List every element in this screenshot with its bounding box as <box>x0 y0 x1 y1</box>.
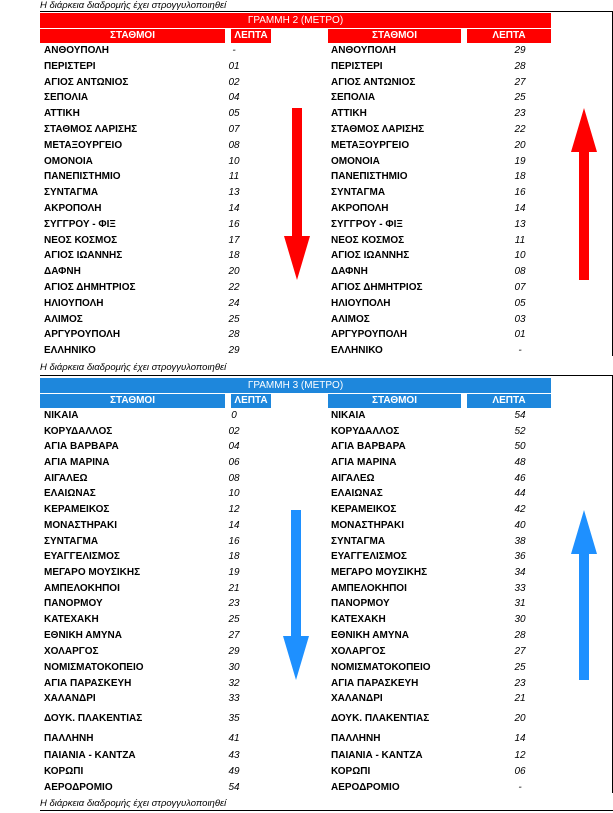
line3-left-station: ΕΛΑΙΩΝΑΣ <box>44 488 96 499</box>
line3-right-station: ΑΙΓΑΛΕΩ <box>331 473 375 484</box>
line2-left-station: ΑΓΙΟΣ ΔΗΜΗΤΡΙΟΣ <box>44 282 136 293</box>
line2-right-minutes: 19 <box>514 156 526 167</box>
line3-left-minutes: 23 <box>228 598 240 609</box>
line3-right-minutes: 50 <box>514 441 526 452</box>
line2-right-header-minutes: ΛΕΠΤΑ <box>467 29 551 43</box>
line3-right-station: ΚΕΡΑΜΕΙΚΟΣ <box>331 504 397 515</box>
line2-left-minutes: 18 <box>228 250 240 261</box>
line3-right-minutes: 52 <box>514 426 526 437</box>
line2-left-minutes: 14 <box>228 203 240 214</box>
line2-right-minutes: 25 <box>514 92 526 103</box>
line3-left-minutes: 0 <box>231 410 237 421</box>
line3-left-minutes: 04 <box>228 441 240 452</box>
line3-right-station: ΕΘΝΙΚΗ ΑΜΥΝΑ <box>331 630 409 641</box>
line2-right-minutes: 08 <box>514 266 526 277</box>
line3-right-minutes: 44 <box>514 488 526 499</box>
line2-left-minutes: 02 <box>228 77 240 88</box>
line2-right-station: ΑΤΤΙΚΗ <box>331 108 367 119</box>
line3-left-minutes: 08 <box>228 473 240 484</box>
line3-right-station: ΚΑΤΕΧΑΚΗ <box>331 614 386 625</box>
line3-left-minutes: 14 <box>228 520 240 531</box>
line2-left-station: ΣΥΝΤΑΓΜΑ <box>44 187 99 198</box>
line2-right-minutes: 10 <box>514 250 526 261</box>
line3-left-station: ΕΥΑΓΓΕΛΙΣΜΟΣ <box>44 551 120 562</box>
line3-right-minutes: 42 <box>514 504 526 515</box>
line3-left-minutes: 16 <box>228 536 240 547</box>
line3-left-minutes: 25 <box>228 614 240 625</box>
line2-right-minutes: - <box>518 345 522 356</box>
line2-left-minutes: 22 <box>228 282 240 293</box>
line3-left-station: ΕΘΝΙΚΗ ΑΜΥΝΑ <box>44 630 122 641</box>
line2-left-header-station: ΣΤΑΘΜΟΙ <box>40 29 225 43</box>
line3-left-header-station: ΣΤΑΘΜΟΙ <box>40 394 225 408</box>
line3-left-station: ΑΓΙΑ ΠΑΡΑΣΚΕΥΗ <box>44 678 132 689</box>
line3-left-station: ΑΓΙΑ ΒΑΡΒΑΡΑ <box>44 441 119 452</box>
line3-left-station: ΠΑΛΛΗΝΗ <box>44 733 94 744</box>
line3-left-minutes: 19 <box>228 567 240 578</box>
line2-left-station: ΜΕΤΑΞΟΥΡΓΕΙΟ <box>44 140 123 151</box>
divider-middle <box>40 375 613 376</box>
line2-right-header-station: ΣΤΑΘΜΟΙ <box>328 29 461 43</box>
line2-left-station: ΕΛΛΗΝΙΚΟ <box>44 345 96 356</box>
line3-right-station: ΝΟΜΙΣΜΑΤΟΚΟΠΕΙΟ <box>331 662 431 673</box>
line2-left-station: ΑΝΘΟΥΠΟΛΗ <box>44 45 110 56</box>
line3-right-minutes: 20 <box>514 713 526 724</box>
line2-left-station: ΣΤΑΘΜΟΣ ΛΑΡΙΣΗΣ <box>44 124 138 135</box>
line2-right-minutes: 18 <box>514 171 526 182</box>
line3-right-minutes: 12 <box>514 750 526 761</box>
line3-right-minutes: 25 <box>514 662 526 673</box>
line3-left-minutes: 35 <box>228 713 240 724</box>
up-arrow-icon-line2 <box>571 108 597 280</box>
rounding-note-top: Η διάρκεια διαδρομής έχει στρογγυλοποιηθεί <box>40 0 227 11</box>
line3-right-station: ΔΟΥΚ. ΠΛΑΚΕΝΤΙΑΣ <box>331 713 430 724</box>
line3-right-minutes: 28 <box>514 630 526 641</box>
line3-left-station: ΑΓΙΑ ΜΑΡΙΝΑ <box>44 457 110 468</box>
line3-left-minutes: 18 <box>228 551 240 562</box>
line2-left-station: ΑΛΙΜΟΣ <box>44 314 83 325</box>
line3-left-station: ΧΟΛΑΡΓΟΣ <box>44 646 99 657</box>
line3-right-station: ΠΑΝΟΡΜΟΥ <box>331 598 390 609</box>
line2-right-minutes: 07 <box>514 282 526 293</box>
line3-right-station: ΑΓΙΑ ΠΑΡΑΣΚΕΥΗ <box>331 678 419 689</box>
line3-right-station: ΜΕΓΑΡΟ ΜΟΥΣΙΚΗΣ <box>331 567 428 578</box>
line2-left-minutes: 28 <box>228 329 240 340</box>
line3-right-station: ΜΟΝΑΣΤΗΡΑΚΙ <box>331 520 405 531</box>
line3-left-minutes: 49 <box>228 766 240 777</box>
line2-right-station: ΠΑΝΕΠΙΣΤΗΜΙΟ <box>331 171 408 182</box>
line3-right-minutes: 23 <box>514 678 526 689</box>
line3-right-minutes: 40 <box>514 520 526 531</box>
line2-right-station: ΑΛΙΜΟΣ <box>331 314 370 325</box>
line2-right-station: ΗΛΙΟΥΠΟΛΗ <box>331 298 391 309</box>
line3-right-station: ΑΕΡΟΔΡΟΜΙΟ <box>331 782 400 793</box>
line2-left-station: ΑΓΙΟΣ ΑΝΤΩΝΙΟΣ <box>44 77 129 88</box>
line3-title: ΓΡΑΜΜΗ 3 (ΜΕΤΡΟ) <box>40 378 551 393</box>
line3-left-minutes: 27 <box>228 630 240 641</box>
line2-left-station: ΗΛΙΟΥΠΟΛΗ <box>44 298 104 309</box>
line2-left-minutes: 05 <box>228 108 240 119</box>
line3-left-station: ΠΑΝΟΡΜΟΥ <box>44 598 103 609</box>
line2-left-station: ΑΚΡΟΠΟΛΗ <box>44 203 102 214</box>
line2-right-minutes: 27 <box>514 77 526 88</box>
line3-right-station: ΑΜΠΕΛΟΚΗΠΟΙ <box>331 583 407 594</box>
line3-right-minutes: 46 <box>514 473 526 484</box>
line2-left-station: ΔΑΦΝΗ <box>44 266 81 277</box>
line2-right-station: ΠΕΡΙΣΤΕΡΙ <box>331 61 383 72</box>
line3-left-station: ΑΕΡΟΔΡΟΜΙΟ <box>44 782 113 793</box>
line3-right-station: ΝΙΚΑΙΑ <box>331 410 366 421</box>
line2-right-minutes: 05 <box>514 298 526 309</box>
line3-right-minutes: 38 <box>514 536 526 547</box>
line2-right-station: ΑΓΙΟΣ ΔΗΜΗΤΡΙΟΣ <box>331 282 423 293</box>
line3-right-minutes: 27 <box>514 646 526 657</box>
line2-right-minutes: 22 <box>514 124 526 135</box>
line3-right-station: ΠΑΛΛΗΝΗ <box>331 733 381 744</box>
line3-right-station: ΚΟΡΩΠΙ <box>331 766 371 777</box>
up-arrow-icon-line3 <box>571 510 597 680</box>
line2-left-minutes: 13 <box>228 187 240 198</box>
line3-right-station: ΑΓΙΑ ΜΑΡΙΝΑ <box>331 457 397 468</box>
line3-right-header-minutes: ΛΕΠΤΑ <box>467 394 551 408</box>
line2-left-minutes: 20 <box>228 266 240 277</box>
line2-left-minutes: - <box>232 45 236 56</box>
line3-right-minutes: 48 <box>514 457 526 468</box>
line2-left-minutes: 01 <box>228 61 240 72</box>
line2-left-station: ΑΡΓΥΡΟΥΠΟΛΗ <box>44 329 121 340</box>
line2-right-minutes: 16 <box>514 187 526 198</box>
line2-right-station: ΣΤΑΘΜΟΣ ΛΑΡΙΣΗΣ <box>331 124 425 135</box>
line3-left-minutes: 30 <box>228 662 240 673</box>
line2-left-station: ΠΕΡΙΣΤΕΡΙ <box>44 61 96 72</box>
down-arrow-icon-line3 <box>283 510 309 680</box>
line2-right-station: ΣΥΓΓΡΟΥ - ΦΙΞ <box>331 219 403 230</box>
line3-left-minutes: 33 <box>228 693 240 704</box>
line2-left-station: ΟΜΟΝΟΙΑ <box>44 156 93 167</box>
line3-right-minutes: 21 <box>514 693 526 704</box>
line2-left-minutes: 10 <box>228 156 240 167</box>
line3-right-minutes: 31 <box>514 598 526 609</box>
rounding-note-line2: Η διάρκεια διαδρομής έχει στρογγυλοποιηθεί <box>40 362 227 373</box>
divider-bottom <box>40 810 613 811</box>
line3-right-minutes: - <box>518 782 522 793</box>
line3-right-minutes: 36 <box>514 551 526 562</box>
line2-right-minutes: 11 <box>514 235 526 246</box>
line3-right-station: ΕΥΑΓΓΕΛΙΣΜΟΣ <box>331 551 407 562</box>
line2-title: ΓΡΑΜΜΗ 2 (ΜΕΤΡΟ) <box>40 13 551 28</box>
line3-left-station: ΚΟΡΥΔΑΛΛΟΣ <box>44 426 113 437</box>
line3-left-minutes: 10 <box>228 488 240 499</box>
line3-right-station: ΧΟΛΑΡΓΟΣ <box>331 646 386 657</box>
line3-left-station: ΜΕΓΑΡΟ ΜΟΥΣΙΚΗΣ <box>44 567 141 578</box>
line2-right-station: ΝΕΟΣ ΚΟΣΜΟΣ <box>331 235 405 246</box>
line3-right-minutes: 33 <box>514 583 526 594</box>
down-arrow-icon-line2 <box>284 108 310 280</box>
line2-left-station: ΝΕΟΣ ΚΟΣΜΟΣ <box>44 235 118 246</box>
line3-right-minutes: 34 <box>514 567 526 578</box>
line2-right-station: ΕΛΛΗΝΙΚΟ <box>331 345 383 356</box>
line2-right-station: ΔΑΦΝΗ <box>331 266 368 277</box>
line2-left-minutes: 08 <box>228 140 240 151</box>
line3-left-minutes: 29 <box>228 646 240 657</box>
line3-right-minutes: 06 <box>514 766 526 777</box>
line3-left-station: ΜΟΝΑΣΤΗΡΑΚΙ <box>44 520 118 531</box>
line3-right-minutes: 30 <box>514 614 526 625</box>
line2-right-minutes: 20 <box>514 140 526 151</box>
divider-top <box>40 11 613 12</box>
line3-left-station: ΧΑΛΑΝΔΡΙ <box>44 693 96 704</box>
line3-right-station: ΣΥΝΤΑΓΜΑ <box>331 536 386 547</box>
line3-right-header-station: ΣΤΑΘΜΟΙ <box>328 394 461 408</box>
line2-right-station: ΣΥΝΤΑΓΜΑ <box>331 187 386 198</box>
line2-left-minutes: 16 <box>228 219 240 230</box>
line2-left-station: ΠΑΝΕΠΙΣΤΗΜΙΟ <box>44 171 121 182</box>
line3-right-station: ΚΟΡΥΔΑΛΛΟΣ <box>331 426 400 437</box>
line3-left-minutes: 12 <box>228 504 240 515</box>
line3-left-minutes: 02 <box>228 426 240 437</box>
line2-right-station: ΑΝΘΟΥΠΟΛΗ <box>331 45 397 56</box>
line2-right-station: ΑΓΙΟΣ ΙΩΑΝΝΗΣ <box>331 250 410 261</box>
line2-right-station: ΜΕΤΑΞΟΥΡΓΕΙΟ <box>331 140 410 151</box>
line3-left-station: ΚΕΡΑΜΕΙΚΟΣ <box>44 504 110 515</box>
line2-right-minutes: 23 <box>514 108 526 119</box>
line3-left-station: ΚΑΤΕΧΑΚΗ <box>44 614 99 625</box>
line3-left-station: ΝΙΚΑΙΑ <box>44 410 79 421</box>
line3-left-minutes: 32 <box>228 678 240 689</box>
line2-right-minutes: 29 <box>514 45 526 56</box>
line2-left-station: ΣΥΓΓΡΟΥ - ΦΙΞ <box>44 219 116 230</box>
line3-left-station: ΑΙΓΑΛΕΩ <box>44 473 88 484</box>
line2-right-station: ΑΡΓΥΡΟΥΠΟΛΗ <box>331 329 408 340</box>
line2-left-station: ΣΕΠΟΛΙΑ <box>44 92 89 103</box>
line3-right-station: ΕΛΑΙΩΝΑΣ <box>331 488 383 499</box>
line2-left-station: ΑΓΙΟΣ ΙΩΑΝΝΗΣ <box>44 250 123 261</box>
line2-left-minutes: 25 <box>228 314 240 325</box>
line3-left-station: ΠΑΙΑΝΙΑ - ΚΑΝΤΖΑ <box>44 750 136 761</box>
line3-left-minutes: 41 <box>228 733 240 744</box>
line2-left-minutes: 24 <box>228 298 240 309</box>
line2-right-minutes: 13 <box>514 219 526 230</box>
line2-right-station: ΣΕΠΟΛΙΑ <box>331 92 376 103</box>
line2-right-station: ΟΜΟΝΟΙΑ <box>331 156 380 167</box>
line2-right-minutes: 28 <box>514 61 526 72</box>
line3-left-station: ΔΟΥΚ. ΠΛΑΚΕΝΤΙΑΣ <box>44 713 143 724</box>
line3-left-station: ΝΟΜΙΣΜΑΤΟΚΟΠΕΙΟ <box>44 662 144 673</box>
line2-right-minutes: 03 <box>514 314 526 325</box>
line2-left-station: ΑΤΤΙΚΗ <box>44 108 80 119</box>
line2-left-minutes: 17 <box>228 235 240 246</box>
line2-right-station: ΑΚΡΟΠΟΛΗ <box>331 203 389 214</box>
line2-right-station: ΑΓΙΟΣ ΑΝΤΩΝΙΟΣ <box>331 77 416 88</box>
line3-left-minutes: 54 <box>228 782 240 793</box>
line2-left-minutes: 04 <box>228 92 240 103</box>
line3-right-minutes: 14 <box>514 733 526 744</box>
line3-left-station: ΣΥΝΤΑΓΜΑ <box>44 536 99 547</box>
line2-left-header-minutes: ΛΕΠΤΑ <box>231 29 271 43</box>
line3-right-minutes: 54 <box>514 410 526 421</box>
line2-left-minutes: 11 <box>228 171 240 182</box>
line3-left-header-minutes: ΛΕΠΤΑ <box>231 394 271 408</box>
rounding-note-line3: Η διάρκεια διαδρομής έχει στρογγυλοποιηθεί <box>40 798 227 809</box>
line3-right-station: ΧΑΛΑΝΔΡΙ <box>331 693 383 704</box>
line2-left-minutes: 29 <box>228 345 240 356</box>
line2-right-minutes: 01 <box>514 329 526 340</box>
line3-left-minutes: 06 <box>228 457 240 468</box>
line3-left-minutes: 43 <box>228 750 240 761</box>
line3-right-station: ΑΓΙΑ ΒΑΡΒΑΡΑ <box>331 441 406 452</box>
line3-left-station: ΚΟΡΩΠΙ <box>44 766 84 777</box>
line2-left-minutes: 07 <box>228 124 240 135</box>
line3-left-station: ΑΜΠΕΛΟΚΗΠΟΙ <box>44 583 120 594</box>
line2-right-minutes: 14 <box>514 203 526 214</box>
line3-left-minutes: 21 <box>228 583 240 594</box>
line3-right-station: ΠΑΙΑΝΙΑ - ΚΑΝΤΖΑ <box>331 750 423 761</box>
